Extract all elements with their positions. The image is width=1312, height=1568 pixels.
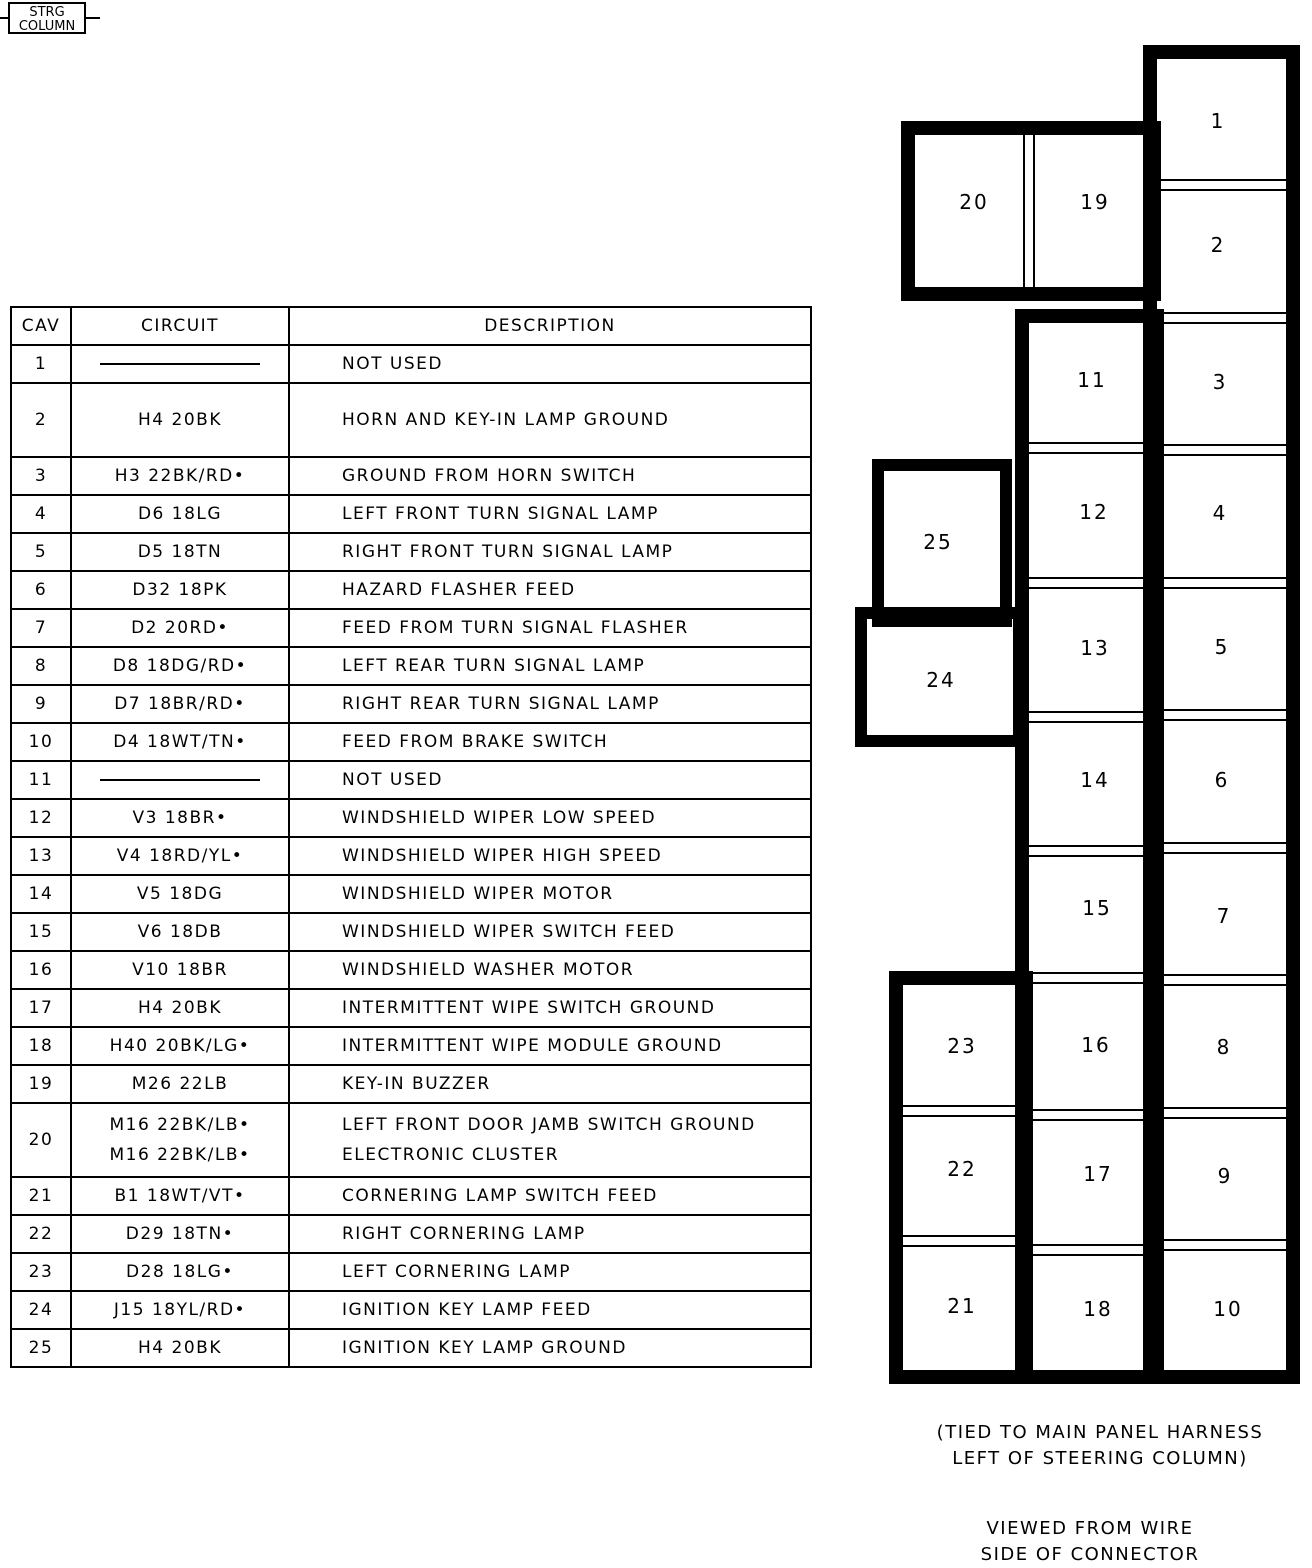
block-19-20	[908, 128, 1154, 294]
circuit-cell: J15 18YL/RD•	[71, 1291, 289, 1329]
description-cell: NOT USED	[289, 761, 811, 799]
header-description: DESCRIPTION	[289, 307, 811, 345]
circuit-cell: D2 20RD•	[71, 609, 289, 647]
cavity-label-21: 21	[947, 1294, 977, 1318]
cav-cell: 6	[11, 571, 71, 609]
circuit-cell: D29 18TN•	[71, 1215, 289, 1253]
cavity-label-15: 15	[1082, 896, 1112, 920]
tag-line-1: STRG	[29, 5, 65, 20]
description-cell: GROUND FROM HORN SWITCH	[289, 457, 811, 495]
description-cell: LEFT FRONT TURN SIGNAL LAMP	[289, 495, 811, 533]
viewed-caption: VIEWED FROM WIRE SIDE OF CONNECTOR	[980, 1518, 1200, 1565]
cavity-label-4: 4	[1212, 501, 1228, 525]
circuit-cell: V10 18BR	[71, 951, 289, 989]
cavity-label-11: 11	[1077, 368, 1107, 392]
circuit-cell: H4 20BK	[71, 383, 289, 457]
cavity-label-2: 2	[1210, 233, 1226, 257]
cav-cell: 5	[11, 533, 71, 571]
circuit-cell: H4 20BK	[71, 989, 289, 1027]
cavity-label-13: 13	[1080, 636, 1110, 660]
circuit-cell: D28 18LG•	[71, 1253, 289, 1291]
cavity-label-19: 19	[1080, 190, 1110, 214]
circuit-cell: V6 18DB	[71, 913, 289, 951]
cav-cell: 10	[11, 723, 71, 761]
description-cell: RIGHT FRONT TURN SIGNAL LAMP	[289, 533, 811, 571]
cavity-label-16: 16	[1081, 1033, 1111, 1057]
cavity-label-3: 3	[1212, 370, 1228, 394]
tied-caption: (TIED TO MAIN PANEL HARNESS LEFT OF STEERING COLUMN)	[936, 1422, 1264, 1469]
description-cell: WINDSHIELD WIPER HIGH SPEED	[289, 837, 811, 875]
cav-cell: 3	[11, 457, 71, 495]
description-cell: NOT USED	[289, 345, 811, 383]
cav-cell: 1	[11, 345, 71, 383]
cavity-label-1: 1	[1210, 109, 1226, 133]
circuit-cell: D6 18LG	[71, 495, 289, 533]
cav-cell: 14	[11, 875, 71, 913]
description-cell: CORNERING LAMP SWITCH FEED	[289, 1177, 811, 1215]
cav-cell: 18	[11, 1027, 71, 1065]
cav-cell: 4	[11, 495, 71, 533]
cav-cell: 9	[11, 685, 71, 723]
circuit-cell: D32 18PK	[71, 571, 289, 609]
cav-cell: 2	[11, 383, 71, 457]
cavity-label-12: 12	[1079, 500, 1109, 524]
cavity-label-14: 14	[1080, 768, 1110, 792]
cav-cell: 8	[11, 647, 71, 685]
description-cell: WINDSHIELD WIPER LOW SPEED	[289, 799, 811, 837]
circuit-cell: H3 22BK/RD•	[71, 457, 289, 495]
cav-cell: 11	[11, 761, 71, 799]
cav-cell: 24	[11, 1291, 71, 1329]
cavity-label-10: 10	[1213, 1297, 1243, 1321]
description-cell: HAZARD FLASHER FEED	[289, 571, 811, 609]
cavity-label-6: 6	[1214, 768, 1230, 792]
cav-cell: 25	[11, 1329, 71, 1367]
cavity-label-20: 20	[959, 190, 989, 214]
cavity-label-18: 18	[1083, 1297, 1113, 1321]
cavity-label-8: 8	[1216, 1035, 1232, 1059]
cav-cell: 7	[11, 609, 71, 647]
circuit-cell: D8 18DG/RD•	[71, 647, 289, 685]
circuit-line-2: M16 22BK/LB•	[109, 1145, 251, 1165]
description-cell: WINDSHIELD WASHER MOTOR	[289, 951, 811, 989]
circuit-line-1: M16 22BK/LB•	[109, 1115, 251, 1135]
description-cell: HORN AND KEY-IN LAMP GROUND	[289, 383, 811, 457]
description-cell: WINDSHIELD WIPER MOTOR	[289, 875, 811, 913]
description-cell: IGNITION KEY LAMP FEED	[289, 1291, 811, 1329]
description-cell: LEFT REAR TURN SIGNAL LAMP	[289, 647, 811, 685]
cavity-label-17: 17	[1083, 1162, 1113, 1186]
cav-cell: 19	[11, 1065, 71, 1103]
circuit-cell: V3 18BR•	[71, 799, 289, 837]
description-line-1: LEFT FRONT DOOR JAMB SWITCH GROUND	[342, 1115, 756, 1135]
description-cell: FEED FROM TURN SIGNAL FLASHER	[289, 609, 811, 647]
circuit-cell: D7 18BR/RD•	[71, 685, 289, 723]
description-cell: KEY-IN BUZZER	[289, 1065, 811, 1103]
cavity-label-22: 22	[947, 1157, 977, 1181]
circuit-cell: V5 18DG	[71, 875, 289, 913]
cavity-label-23: 23	[947, 1034, 977, 1058]
description-cell: RIGHT REAR TURN SIGNAL LAMP	[289, 685, 811, 723]
header-circuit: CIRCUIT	[71, 307, 289, 345]
description-cell: FEED FROM BRAKE SWITCH	[289, 723, 811, 761]
circuit-cell: V4 18RD/YL•	[71, 837, 289, 875]
cavity-label-5: 5	[1214, 635, 1230, 659]
description-cell: RIGHT CORNERING LAMP	[289, 1215, 811, 1253]
cavity-label-24: 24	[926, 668, 956, 692]
circuit-cell: D4 18WT/TN•	[71, 723, 289, 761]
header-cav: CAV	[11, 307, 71, 345]
circuit-cell: D5 18TN	[71, 533, 289, 571]
circuit-cell: B1 18WT/VT•	[71, 1177, 289, 1215]
cav-cell: 15	[11, 913, 71, 951]
cav-cell: 20	[11, 1103, 71, 1177]
tag-line-2: COLUMN	[18, 19, 76, 34]
cav-cell: 12	[11, 799, 71, 837]
cav-cell: 22	[11, 1215, 71, 1253]
cav-cell: 13	[11, 837, 71, 875]
cav-cell: 21	[11, 1177, 71, 1215]
description-line-2: ELECTRONIC CLUSTER	[342, 1145, 560, 1165]
description-cell: LEFT CORNERING LAMP	[289, 1253, 811, 1291]
cav-cell: 17	[11, 989, 71, 1027]
circuit-cell: H40 20BK/LG•	[71, 1027, 289, 1065]
cavity-label-9: 9	[1217, 1164, 1233, 1188]
description-cell: INTERMITTENT WIPE SWITCH GROUND	[289, 989, 811, 1027]
cav-cell: 23	[11, 1253, 71, 1291]
circuit-cell: H4 20BK	[71, 1329, 289, 1367]
circuit-cell: M26 22LB	[71, 1065, 289, 1103]
cav-cell: 16	[11, 951, 71, 989]
description-cell: IGNITION KEY LAMP GROUND	[289, 1329, 811, 1367]
cavity-label-25: 25	[923, 530, 953, 554]
cavity-label-7: 7	[1216, 904, 1232, 928]
description-cell: INTERMITTENT WIPE MODULE GROUND	[289, 1027, 811, 1065]
description-cell: WINDSHIELD WIPER SWITCH FEED	[289, 913, 811, 951]
